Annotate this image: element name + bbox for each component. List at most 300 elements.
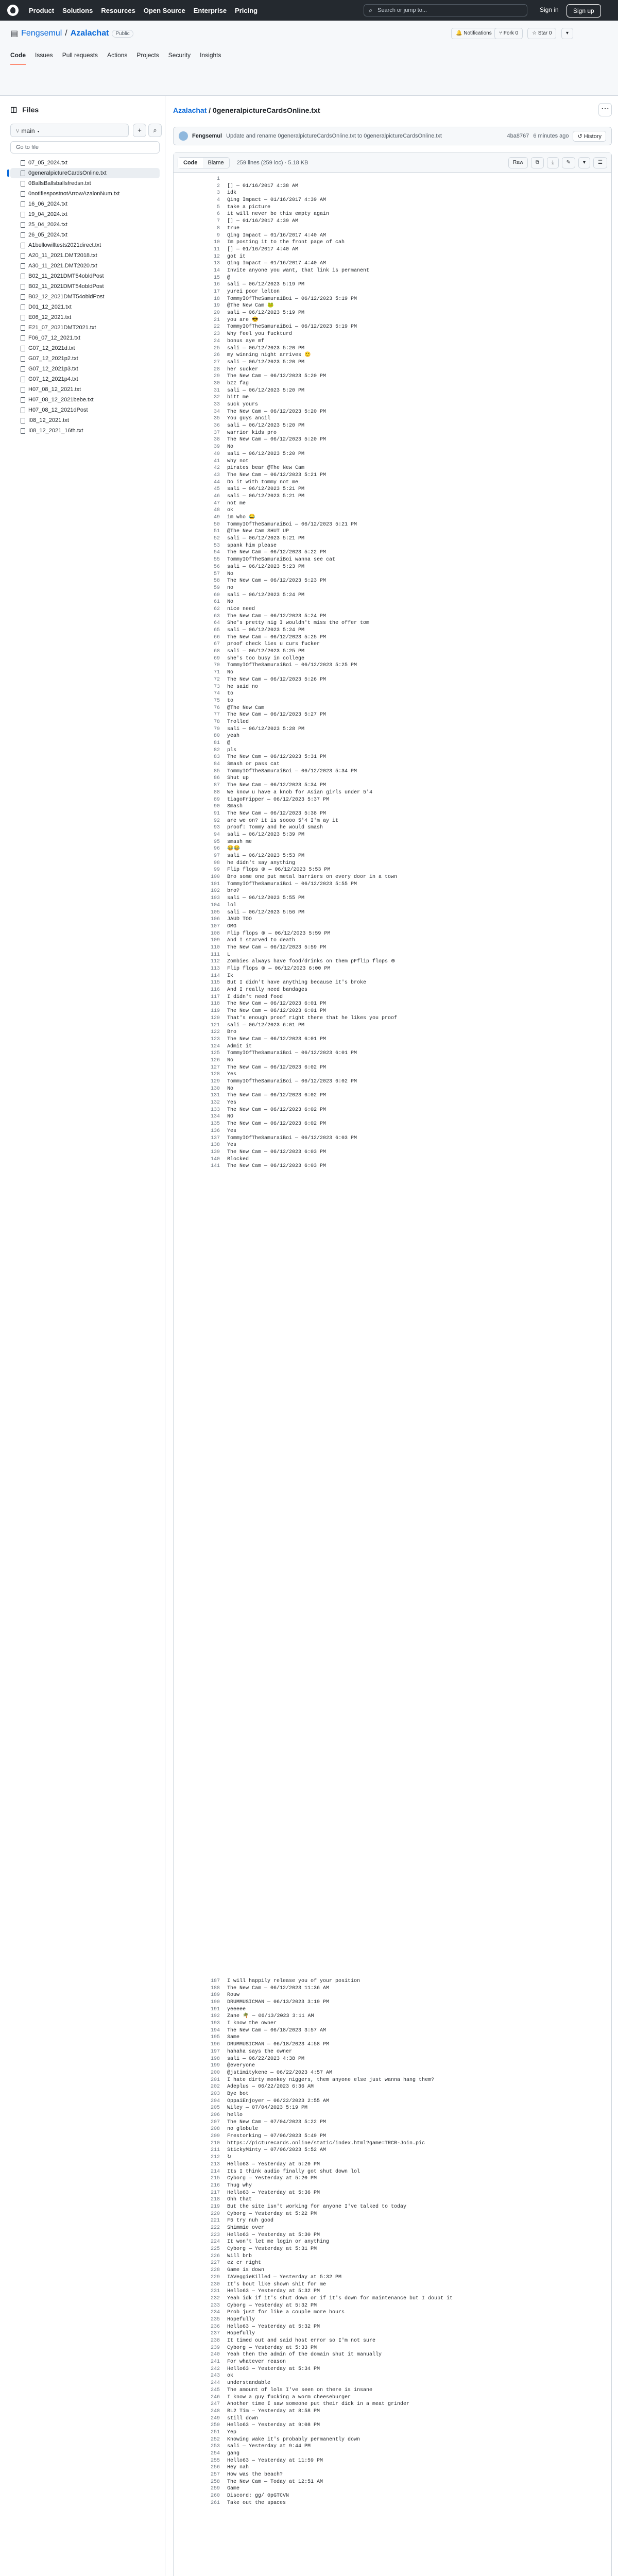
branch-selector[interactable]: ⑂ main ▾	[10, 124, 129, 137]
line-number[interactable]: 93	[213, 825, 220, 831]
line-number[interactable]: 87	[213, 783, 220, 789]
line-number[interactable]: 220	[210, 2211, 220, 2217]
file-name: 16_06_2024.txt	[28, 201, 67, 207]
line-number[interactable]: 75	[213, 698, 220, 704]
line-number[interactable]: 229	[210, 2274, 220, 2280]
line-number[interactable]: 13	[213, 261, 220, 267]
line-number[interactable]: 25	[213, 345, 220, 351]
line-number[interactable]: 192	[210, 2013, 220, 2020]
line-number[interactable]: 69	[213, 655, 220, 662]
line-number[interactable]: 207	[210, 2119, 220, 2125]
line-number[interactable]: 100	[210, 874, 220, 880]
line-number[interactable]: 234	[210, 2310, 220, 2316]
line-number[interactable]: 91	[213, 810, 220, 817]
line-number[interactable]: 215	[210, 2176, 220, 2182]
line-number[interactable]: 27	[213, 359, 220, 365]
line-number[interactable]: 217	[210, 2190, 220, 2196]
more-options-button[interactable]: ⋯	[598, 103, 612, 116]
line-number[interactable]: 195	[210, 2035, 220, 2041]
file-item[interactable]	[10, 281, 160, 292]
file-item[interactable]	[10, 312, 160, 323]
line-number[interactable]: 212	[210, 2155, 220, 2161]
github-logo-icon[interactable]	[7, 5, 19, 16]
line-number[interactable]: 81	[213, 740, 220, 746]
chevron-down-icon[interactable]: ▾	[578, 157, 590, 168]
line-number[interactable]: 105	[210, 909, 220, 916]
line-number[interactable]: 8	[216, 225, 220, 231]
tab-security[interactable]: Security	[168, 52, 191, 59]
file-item[interactable]	[10, 343, 160, 353]
line-number[interactable]: 224	[210, 2239, 220, 2245]
line-number[interactable]: 10	[213, 240, 220, 246]
line-number[interactable]: 78	[213, 719, 220, 725]
line-number[interactable]: 101	[210, 881, 220, 887]
line-number[interactable]: 138	[210, 1142, 220, 1148]
line-number[interactable]: 211	[210, 2147, 220, 2154]
file-item[interactable]	[10, 199, 160, 209]
line-number[interactable]: 137	[210, 1135, 220, 1141]
line-number[interactable]: 188	[210, 1985, 220, 1991]
file-item[interactable]	[10, 415, 160, 426]
line-number[interactable]: 103	[210, 895, 220, 902]
file-item[interactable]	[10, 240, 160, 250]
line-number[interactable]: 111	[210, 952, 220, 958]
line-number[interactable]: 216	[210, 2182, 220, 2189]
line-number[interactable]: 240	[210, 2352, 220, 2358]
line-number[interactable]: 73	[213, 684, 220, 690]
search-input[interactable]: ⌕ Search or jump to...	[364, 4, 527, 16]
line-number[interactable]: 43	[213, 472, 220, 478]
line-number[interactable]: 245	[210, 2387, 220, 2393]
line-number[interactable]: 40	[213, 451, 220, 457]
line-number[interactable]: 22	[213, 324, 220, 330]
line-number[interactable]: 23	[213, 331, 220, 337]
line-number[interactable]: 35	[213, 416, 220, 422]
nav-resources[interactable]: Resources	[101, 6, 135, 14]
file-item[interactable]	[10, 250, 160, 261]
line-number[interactable]: 59	[213, 585, 220, 591]
line-number[interactable]: 125	[210, 1050, 220, 1057]
line-number[interactable]: 141	[210, 1163, 220, 1170]
line-number[interactable]: 205	[210, 2105, 220, 2111]
line-number[interactable]: 187	[210, 1978, 220, 1984]
code-line	[174, 1156, 611, 1163]
line-number[interactable]: 24	[213, 338, 220, 344]
sign-in-link[interactable]: Sign in	[540, 6, 559, 13]
line-number[interactable]: 120	[210, 1015, 220, 1021]
line-number[interactable]: 14	[213, 267, 220, 274]
file-item[interactable]	[10, 405, 160, 415]
tab-actions[interactable]: Actions	[107, 52, 128, 59]
line-number[interactable]: 18	[213, 296, 220, 302]
nav-product[interactable]: Product	[29, 6, 55, 14]
line-number[interactable]: 97	[213, 853, 220, 859]
line-number[interactable]: 55	[213, 557, 220, 563]
line-number[interactable]: 1	[216, 176, 220, 182]
repo-owner-link[interactable]: Fengsemul	[21, 29, 62, 38]
line-number[interactable]: 193	[210, 2021, 220, 2027]
line-number[interactable]: 82	[213, 747, 220, 753]
go-to-file-input[interactable]: Go to file	[10, 141, 160, 154]
file-item[interactable]	[10, 219, 160, 230]
code-line	[174, 521, 611, 529]
line-number[interactable]: 197	[210, 2048, 220, 2055]
tab-code[interactable]: Code	[10, 52, 26, 65]
file-item[interactable]	[10, 178, 160, 189]
line-number[interactable]: 256	[210, 2465, 220, 2471]
notifications-button[interactable]: 🔔 Notifications	[451, 28, 496, 39]
line-number[interactable]: 118	[210, 1001, 220, 1007]
nav-open-source[interactable]: Open Source	[143, 6, 185, 14]
search-files-button[interactable]: ⌕	[148, 124, 162, 137]
avatar[interactable]	[179, 131, 188, 141]
line-number[interactable]: 60	[213, 592, 220, 598]
line-number[interactable]: 109	[210, 938, 220, 944]
line-number[interactable]: 248	[210, 2408, 220, 2414]
line-number[interactable]: 88	[213, 789, 220, 795]
line-number[interactable]: 230	[210, 2281, 220, 2287]
line-number[interactable]: 130	[210, 1086, 220, 1092]
commit-author[interactable]: Fengsemul	[192, 133, 222, 139]
nav-enterprise[interactable]: Enterprise	[193, 6, 227, 14]
line-number[interactable]: 112	[210, 959, 220, 965]
line-number[interactable]: 126	[210, 1057, 220, 1063]
line-number[interactable]: 7	[216, 218, 220, 225]
line-number[interactable]: 32	[213, 395, 220, 401]
line-number[interactable]: 247	[210, 2401, 220, 2408]
file-item[interactable]	[10, 292, 160, 302]
line-number[interactable]: 128	[210, 1072, 220, 1078]
line-number[interactable]: 39	[213, 444, 220, 450]
line-number[interactable]: 95	[213, 839, 220, 845]
symbols-panel-icon[interactable]: ☰	[593, 157, 607, 168]
line-number[interactable]: 21	[213, 317, 220, 323]
line-number[interactable]: 38	[213, 437, 220, 443]
line-number[interactable]: 237	[210, 2331, 220, 2337]
line-number[interactable]: 52	[213, 536, 220, 542]
code-view-tab[interactable]: Code	[178, 158, 203, 168]
line-text: StickyMinty — 07/06/2023 5:52 AM	[227, 2147, 327, 2154]
line-number[interactable]: 208	[210, 2126, 220, 2132]
file-item[interactable]	[10, 209, 160, 219]
line-number[interactable]: 200	[210, 2070, 220, 2076]
file-item[interactable]	[10, 158, 160, 168]
line-number[interactable]: 136	[210, 1128, 220, 1134]
line-number[interactable]: 140	[210, 1156, 220, 1162]
code-line	[174, 824, 611, 832]
line-number[interactable]: 134	[210, 1114, 220, 1120]
line-number[interactable]: 241	[210, 2359, 220, 2365]
line-number[interactable]: 57	[213, 571, 220, 577]
line-number[interactable]: 218	[210, 2197, 220, 2203]
line-number[interactable]: 203	[210, 2091, 220, 2097]
file-item[interactable]	[10, 384, 160, 395]
line-number[interactable]: 83	[213, 754, 220, 760]
code-line	[174, 2225, 611, 2232]
line-number[interactable]: 243	[210, 2373, 220, 2379]
line-number[interactable]: 45	[213, 486, 220, 493]
blame-view-tab[interactable]: Blame	[208, 159, 224, 166]
line-number[interactable]: 47	[213, 500, 220, 506]
breadcrumb-repo[interactable]: Azalachat	[173, 106, 207, 114]
download-icon[interactable]: ⤓	[547, 157, 558, 168]
line-number[interactable]: 223	[210, 2232, 220, 2238]
line-number[interactable]: 66	[213, 634, 220, 640]
edit-icon[interactable]: ✎	[562, 157, 575, 168]
line-number[interactable]: 252	[210, 2436, 220, 2443]
line-number[interactable]: 119	[210, 1008, 220, 1014]
line-number[interactable]: 235	[210, 2316, 220, 2323]
line-number[interactable]: 132	[210, 1100, 220, 1106]
line-number[interactable]: 28	[213, 366, 220, 372]
line-number[interactable]: 261	[210, 2500, 220, 2506]
tab-projects[interactable]: Projects	[136, 52, 159, 59]
star-dropdown-button[interactable]: ▾	[561, 28, 573, 39]
file-item[interactable]	[10, 189, 160, 199]
line-number[interactable]: 123	[210, 1036, 220, 1042]
line-number[interactable]: 20	[213, 310, 220, 316]
line-number[interactable]: 117	[210, 994, 220, 1000]
line-number[interactable]: 79	[213, 726, 220, 732]
line-number[interactable]: 107	[210, 923, 220, 929]
line-number[interactable]: 199	[210, 2063, 220, 2069]
line-number[interactable]: 190	[210, 1999, 220, 2005]
line-number[interactable]: 255	[210, 2458, 220, 2464]
tab-pull-requests[interactable]: Pull requests	[62, 52, 98, 59]
line-text: You guys ancil	[227, 416, 271, 422]
line-number[interactable]: 56	[213, 564, 220, 570]
line-number[interactable]: 114	[210, 973, 220, 979]
line-number[interactable]: 122	[210, 1029, 220, 1036]
line-number[interactable]: 249	[210, 2415, 220, 2421]
line-text: sali — 06/12/2023 5:20 PM	[227, 423, 305, 429]
line-number[interactable]: 42	[213, 465, 220, 471]
line-number[interactable]: 135	[210, 1121, 220, 1127]
nav-solutions[interactable]: Solutions	[62, 6, 93, 14]
line-number[interactable]: 2	[216, 183, 220, 189]
line-number[interactable]: 11	[213, 246, 220, 252]
line-number[interactable]: 92	[213, 818, 220, 824]
line-number[interactable]: 194	[210, 2027, 220, 2033]
line-number[interactable]: 253	[210, 2444, 220, 2450]
line-number[interactable]: 84	[213, 761, 220, 768]
line-number[interactable]: 257	[210, 2472, 220, 2478]
file-item[interactable]	[10, 353, 160, 364]
line-number[interactable]: 121	[210, 1022, 220, 1028]
line-number[interactable]: 242	[210, 2366, 220, 2372]
raw-button[interactable]: Raw	[508, 157, 528, 168]
line-number[interactable]: 26	[213, 352, 220, 359]
code-line	[174, 1107, 611, 1114]
line-number[interactable]: 104	[210, 902, 220, 908]
line-number[interactable]: 110	[210, 944, 220, 951]
line-number[interactable]: 89	[213, 796, 220, 803]
line-number[interactable]: 233	[210, 2302, 220, 2309]
line-number[interactable]: 4	[216, 197, 220, 204]
line-number[interactable]: 225	[210, 2246, 220, 2252]
line-number[interactable]: 231	[210, 2289, 220, 2295]
line-number[interactable]: 210	[210, 2140, 220, 2146]
line-number[interactable]: 86	[213, 775, 220, 782]
line-number[interactable]: 106	[210, 917, 220, 923]
line-number[interactable]: 108	[210, 930, 220, 937]
line-number[interactable]: 31	[213, 387, 220, 394]
line-number[interactable]: 80	[213, 733, 220, 739]
file-item[interactable]	[10, 426, 160, 436]
line-number[interactable]: 254	[210, 2451, 220, 2456]
line-number[interactable]: 250	[210, 2422, 220, 2429]
line-number[interactable]: 221	[210, 2218, 220, 2224]
line-number[interactable]: 116	[210, 987, 220, 993]
file-item[interactable]	[10, 168, 160, 178]
file-item[interactable]	[10, 261, 160, 271]
line-number[interactable]: 198	[210, 2056, 220, 2062]
line-number[interactable]: 36	[213, 423, 220, 429]
file-item[interactable]	[10, 395, 160, 405]
tab-issues[interactable]: Issues	[35, 52, 53, 59]
line-number[interactable]: 213	[210, 2161, 220, 2167]
line-number[interactable]: 238	[210, 2338, 220, 2344]
line-number[interactable]: 115	[210, 980, 220, 986]
line-number[interactable]: 76	[213, 705, 220, 711]
line-number[interactable]: 46	[213, 493, 220, 499]
line-number[interactable]: 124	[210, 1043, 220, 1049]
line-number[interactable]: 5	[216, 204, 220, 210]
line-number[interactable]: 70	[213, 663, 220, 669]
nav-pricing[interactable]: Pricing	[235, 6, 258, 14]
code-line	[174, 662, 611, 669]
line-number[interactable]: 196	[210, 2042, 220, 2048]
code-line	[174, 2133, 611, 2140]
line-number[interactable]: 246	[210, 2394, 220, 2400]
tab-insights[interactable]: Insights	[200, 52, 221, 59]
line-number[interactable]: 236	[210, 2324, 220, 2330]
add-file-button[interactable]: +	[133, 124, 146, 137]
fork-button[interactable]: ⑂ Fork 0	[494, 28, 523, 39]
line-number[interactable]: 232	[210, 2295, 220, 2301]
line-number[interactable]: 191	[210, 2006, 220, 2012]
line-number[interactable]: 244	[210, 2380, 220, 2386]
line-number[interactable]: 214	[210, 2168, 220, 2175]
line-number[interactable]: 68	[213, 649, 220, 655]
line-number[interactable]: 129	[210, 1079, 220, 1084]
line-number[interactable]: 202	[210, 2084, 220, 2090]
line-number[interactable]: 63	[213, 613, 220, 619]
line-number[interactable]: 6	[216, 211, 220, 217]
line-number[interactable]: 64	[213, 620, 220, 626]
line-number[interactable]: 227	[210, 2260, 220, 2266]
commit-hash[interactable]: 4ba8767	[507, 133, 529, 139]
repo-name-link[interactable]: Azalachat	[70, 29, 109, 38]
line-number[interactable]: 58	[213, 578, 220, 584]
line-number[interactable]: 189	[210, 1992, 220, 1998]
line-number[interactable]: 44	[213, 479, 220, 485]
line-number[interactable]: 133	[210, 1107, 220, 1113]
file-item[interactable]	[10, 364, 160, 374]
line-number[interactable]: 139	[210, 1149, 220, 1155]
file-item[interactable]	[10, 230, 160, 240]
line-number[interactable]: 90	[213, 804, 220, 810]
line-number[interactable]: 74	[213, 691, 220, 697]
line-number[interactable]: 19	[213, 303, 220, 309]
line-number[interactable]: 94	[213, 832, 220, 838]
line-number[interactable]: 50	[213, 521, 220, 528]
line-number[interactable]: 239	[210, 2345, 220, 2351]
line-number[interactable]: 53	[213, 543, 220, 549]
line-number[interactable]: 251	[210, 2429, 220, 2435]
line-number[interactable]: 131	[210, 1093, 220, 1099]
line-number[interactable]: 16	[213, 282, 220, 288]
line-number[interactable]: 17	[213, 289, 220, 295]
file-item[interactable]	[10, 374, 160, 384]
code-line	[174, 2281, 611, 2289]
line-number[interactable]: 201	[210, 2077, 220, 2083]
line-number[interactable]: 48	[213, 507, 220, 514]
line-number[interactable]: 15	[213, 275, 220, 281]
line-number[interactable]: 259	[210, 2486, 220, 2492]
line-number[interactable]: 209	[210, 2133, 220, 2140]
line-number[interactable]: 9	[216, 232, 220, 239]
file-item[interactable]	[10, 302, 160, 312]
line-number[interactable]: 85	[213, 768, 220, 774]
line-number[interactable]: 102	[210, 888, 220, 894]
line-number[interactable]: 96	[213, 846, 220, 852]
line-number[interactable]: 37	[213, 430, 220, 436]
line-number[interactable]: 98	[213, 860, 220, 866]
line-number[interactable]: 258	[210, 2479, 220, 2485]
line-number[interactable]: 99	[213, 867, 220, 873]
line-number[interactable]: 204	[210, 2098, 220, 2104]
line-number[interactable]: 33	[213, 402, 220, 408]
copy-icon[interactable]: ⧉	[531, 157, 544, 168]
line-number[interactable]: 51	[213, 529, 220, 535]
line-number[interactable]: 49	[213, 515, 220, 520]
line-number[interactable]: 71	[213, 670, 220, 676]
line-number[interactable]: 34	[213, 409, 220, 415]
line-number[interactable]: 113	[210, 966, 220, 972]
line-number[interactable]: 3	[216, 190, 220, 196]
sign-up-button[interactable]: Sign up	[566, 4, 601, 18]
line-number[interactable]: 206	[210, 2112, 220, 2118]
line-number[interactable]: 29	[213, 374, 220, 380]
line-number[interactable]: 65	[213, 628, 220, 633]
line-text: I didn't need food	[227, 994, 283, 1000]
commit-message[interactable]: Update and rename 0generalpictureCardsOnline.txt to 0generalpictureCardsOnline.txt	[226, 133, 442, 139]
line-number[interactable]: 62	[213, 606, 220, 612]
line-number[interactable]: 12	[213, 253, 220, 260]
collapse-sidebar-icon[interactable]: ◫	[10, 105, 18, 113]
line-number[interactable]: 67	[213, 641, 220, 648]
line-number[interactable]: 72	[213, 676, 220, 683]
file-item[interactable]	[10, 333, 160, 343]
code-line	[174, 493, 611, 500]
line-number[interactable]: 41	[213, 458, 220, 464]
line-number[interactable]: 54	[213, 550, 220, 556]
file-item[interactable]	[10, 271, 160, 281]
star-button[interactable]: ☆ Star 0	[527, 28, 556, 39]
history-button[interactable]: ↺ History	[573, 131, 606, 142]
line-number[interactable]: 228	[210, 2267, 220, 2274]
line-number[interactable]: 226	[210, 2253, 220, 2259]
line-number[interactable]: 127	[210, 1064, 220, 1071]
line-number[interactable]: 222	[210, 2225, 220, 2231]
line-number[interactable]: 61	[213, 599, 220, 605]
line-number[interactable]: 30	[213, 380, 220, 386]
line-number[interactable]: 260	[210, 2493, 220, 2499]
file-item[interactable]	[10, 323, 160, 333]
line-number[interactable]: 219	[210, 2204, 220, 2210]
line-number[interactable]: 77	[213, 712, 220, 718]
